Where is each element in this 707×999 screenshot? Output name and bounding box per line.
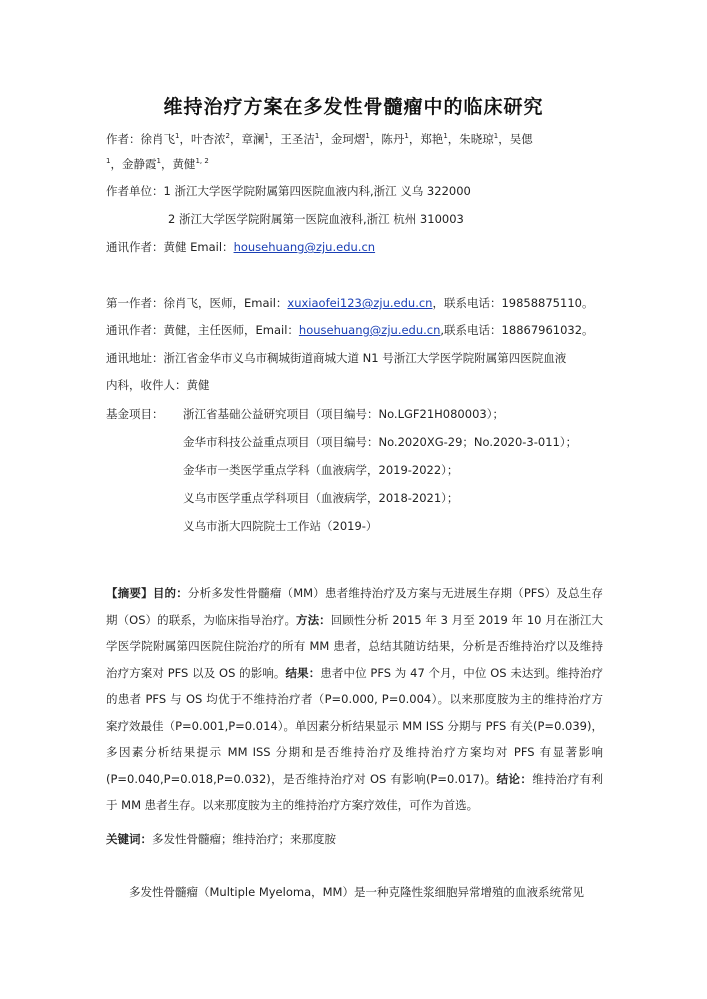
address-line-1: 通讯地址：浙江省金华市义乌市稠城街道商城大道 N1 号浙江大学医学院附属第四医院血液	[106, 351, 567, 365]
objective-label: 目的：	[152, 586, 188, 600]
author: 徐肖飞	[140, 131, 175, 146]
author: 章澜	[241, 131, 265, 146]
keywords-text: 多发性骨髓瘤；维持治疗；来那度胺	[152, 832, 336, 846]
body-paragraph: 多发性骨髓瘤（Multiple Myeloma，MM）是一种克隆性浆细胞异常增殖的血液系统常见	[129, 885, 584, 899]
authors-label: 作者：	[106, 131, 141, 146]
corresponding-author-info: 通讯作者：黄健，主任医师，Email：househuang@zju.edu.cn,联系电话：18867961032。	[106, 323, 594, 337]
paper-title: 维持治疗方案在多发性骨髓瘤中的临床研究	[163, 96, 544, 118]
methods-text: 回顾性分析 2015 年 3 月至 2019 年 10 月在浙江大学医学院附属第四医院住院治疗的所有 MM 患者，总结其随访结果，分析是否维持治疗以及维持治疗方案对 PFS 以及 OS 的影响。	[106, 612, 603, 680]
results-text: 患者中位 PFS 为 47 个月，中位 OS 未达到。维持治疗的患者 PFS 与 OS 均优于不维持治疗者（P=0.000, P=0.004）。以来那度胺为主的维持治疗方案疗效最佳（P=0.001,P=0.014）。单因素分析结果显示 MM ISS 分期与 PFS 有关(P=0.039)，多因素分析结果提示 MM ISS 分期和是否维持治疗及维持治疗方案均对 PFS 有显著影响(P=0.040,P=0.018,P=0.032)，是否维持治疗对 OS 有影响(P=0.017)。	[106, 665, 603, 786]
email-link[interactable]: xuxiaofei123@zju.edu.cn	[287, 296, 433, 310]
author: 叶杏浓	[190, 131, 226, 146]
address-line-2: 内科，收件人：黄健	[106, 378, 210, 392]
first-author-info: 第一作者：徐肖飞，医师，Email：xuxiaofei123@zju.edu.cn，联系电话：19858875110。	[106, 296, 594, 310]
conclusion-text: 维持治疗有利于 MM 患者生存。以来那度胺为主的维持治疗方案疗效佳，可作为首选。	[106, 771, 604, 812]
results-label: 结果：	[285, 665, 321, 680]
author-line-2: $^1$，金静霞$^1$，黄健$^{1, 2}$	[106, 156, 209, 171]
email-link[interactable]: househuang@zju.edu.cn	[298, 323, 441, 337]
objective-text: 分析多发性骨髓瘤（MM）患者维持治疗及方案与无进展生存期（PFS）及总生存期（OS）的联系，为临床指导治疗。	[106, 586, 604, 627]
keywords	[106, 831, 336, 847]
author: 王圣洁	[280, 131, 315, 146]
corresponding-short: 通讯作者：黄健 Email：househuang@zju.edu.cn	[106, 240, 376, 254]
author: 金静霞	[121, 156, 157, 171]
methods-label: 方法：	[296, 612, 331, 627]
affiliations-label: 作者单位：	[106, 184, 164, 198]
conclusion-label: 结论：	[496, 771, 533, 786]
affiliation: 1 浙江大学医学院附属第四医院血液内科,浙江 义乌 322000	[163, 184, 471, 198]
funding-item: 金华市科技公益重点项目（项目编号：No.2020XG-29；No.2020-3-011）；	[183, 435, 578, 449]
funding-item: 浙江省基础公益研究项目（项目编号：No.LGF21H080003）；	[183, 407, 504, 421]
author: 吴偲	[509, 131, 533, 146]
author: 朱晓琼	[459, 131, 494, 146]
author: 郑艳	[420, 131, 444, 146]
funding-item: 义乌市医学重点学科项目（血液病学，2018-2021）；	[183, 491, 459, 505]
author: 陈丹	[381, 131, 405, 146]
affiliation-line-2: 2 浙江大学医学院附属第一医院血液科,浙江 杭州 310003	[168, 212, 464, 226]
funding-label: 基金项目：	[106, 407, 164, 421]
keywords-label: 关键词：	[106, 832, 152, 846]
funding-item: 金华市一类医学重点学科（血液病学，2019-2022）；	[183, 463, 459, 477]
abstract-label: 【摘要】	[106, 586, 153, 600]
email-link[interactable]: househuang@zju.edu.cn	[233, 240, 376, 254]
author-line-1: 作者：徐肖飞$^1$，叶杏浓$^2$，章澜$^1$，王圣洁$^1$，金珂熠$^1$，陈丹$^1$，郑艳$^1$，朱晓琼$^1$，吴偲	[106, 131, 533, 146]
abstract	[106, 580, 603, 819]
author: 金珂熠	[330, 131, 366, 146]
affiliation-line-1	[106, 183, 471, 199]
author: 黄健	[172, 156, 196, 171]
funding-item: 义乌市浙大四院院士工作站（2019-）	[183, 519, 378, 533]
